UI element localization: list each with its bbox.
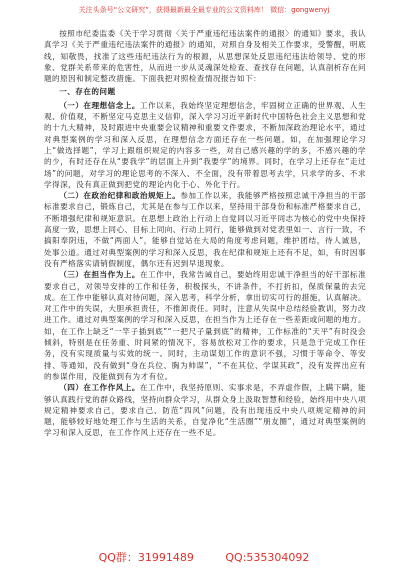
paragraph-4-lead: （四）在工作作风上。 — [59, 383, 140, 393]
paragraph-1-lead: （一）在理想信念上。 — [59, 100, 140, 110]
promo-header — [0, 6, 408, 15]
paragraph-3-lead: （三）在担当作为上。 — [59, 270, 140, 280]
paragraph-2-lead: （二）在政治纪律和政治规矩上。 — [59, 191, 181, 201]
promo-header-text: 关注头条号“公文研究”，获得最新最全最专业的公文资料库！ 微信：gongwenyj — [78, 6, 330, 14]
document-body — [44, 28, 366, 542]
paragraph-4 — [44, 382, 366, 438]
paragraph-1-text: 工作以来，我始终坚定理想信念，牢固树立正确的世界观、人生观、价值观，不断坚定马克思主义信仰，深入学习习近平新时代中国特色社会主义思想和党的十九大精神，及时跟进中央重要会议精神和重要文件要求，不断加深政治理论水平，通过对典型案例的学习和深入反思，在理想信念方面还存在一些问题。如，在加强理论学习上“做选择题”，学习上跟组织规定的内容多一些，对自己感兴趣的学的多，不感兴趣的学的少，有时还存在从“要我学”的层面上升到“我要学”的境界。同时，在学习上还存在“走过场”的问题，对学习的理论思考的不深入、不全面，没有带着思考去学，只求学的多、不求学得深，没有真正做到把党的理论内化于心、外化于行。 — [44, 100, 366, 189]
contact-footer — [0, 551, 408, 565]
paragraph-3 — [44, 269, 366, 382]
paragraph-1 — [44, 100, 366, 190]
intro-paragraph: 按照市纪委监委《关于学习贯彻〈关于严重违纪违法案件的通报〉的通知》要求，我认真学习《关于严重违纪违法案件的通报》的通知，对照自身及相关工作要求，受警醒，明底线，知敬畏，找准了这些违纪违法行为的根源，从思想深处反思违纪违法给领导、党的形象、党群关系带来的危害性，从而进一步从灵魂深处检查、查找存在问题，认真剖析存在问题的原因和制定整改措施。下面我把对照检查情况报告如下： — [44, 29, 366, 84]
qq-number: QQ:535304092 — [225, 551, 310, 564]
section-heading: 一、存在的问题 — [59, 87, 116, 97]
paragraph-4-text: 在工作中，我坚持原则、实事求是，不弄虚作假，上瞒下瞒，能够认真践行党的群众路线，坚持向群众学习，从群众身上汲取智慧和经验，始终用中央八项规定精神要求自己，要求自己、防范“四风”问题，没有出现违反中央八项规定精神的问题，能够较好地处理工作与生活的关系，自觉净化“生活圈”“朋友圈”，通过对典型案例的学习和深入反思，在工作作风上还存在一些不足。 — [44, 383, 366, 438]
paragraph-2-text: 参加工作以来，我能够严格按照忠诚干净担当的干部标准要求自己，锻炼自己，尤其是在参与工作以来，坚持用干部身份和标准严格要求自己，不断增强纪律和规矩意识。在思想上政治上行动上自觉同以习近平同志为核心的党中央保持高度一致，思想上同心、目标上同向、行动上同行，能够做到对党表里如一、言行一致，不搞阳奉阴违，不做“两面人”，能够自觉站在大局的角度考虑问题，维护团结，待人诚恳，处事公道。通过对典型案例的学习和深入反思，我在纪律和规矩上还有不足，如，有时因事没有严格落实请销假制度，偶尔还有迟到早退现象。 — [44, 191, 366, 268]
paragraph-3-text: 在工作中，我常告诫自己，要始终用忠诚干净担当的好干部标准要求自己，对领导安排的工作和任务，积极探头，不讲条件，不打折扣，保质保量的去完成。在工作中能够认真对待问题，深入思考，科学分析，拿出切实可行的措施，认真解决。对工作中的失误，大胆承担责任，不推卸责任。同时，注意从失误中总结经验教训，努力改进工作。通过对典型案例的学习和深入反思，在担当作为上还存在一些差距或问题的地方。如，在工作上缺乏“一竿子插到底”“一把尺子量到底”的精神，工作标准的“天平”有时没会倾斜，特别是在任务重、时间紧的情况下，容易放松对工作的要求，只是急于完成工作任务，没有实现质量与实效的统一。同时，主动谋划工作的意识不强，习惯于等命令、等安排、等通知，没有做到“身在兵位、胸为帅谋”，“不在其位、学谋其政”，没有发挥出应有的参谋作用，没能做到有为才有位。 — [44, 270, 366, 381]
qq-group-number: QQ群：31991489 — [98, 551, 194, 564]
paragraph-2 — [44, 190, 366, 269]
